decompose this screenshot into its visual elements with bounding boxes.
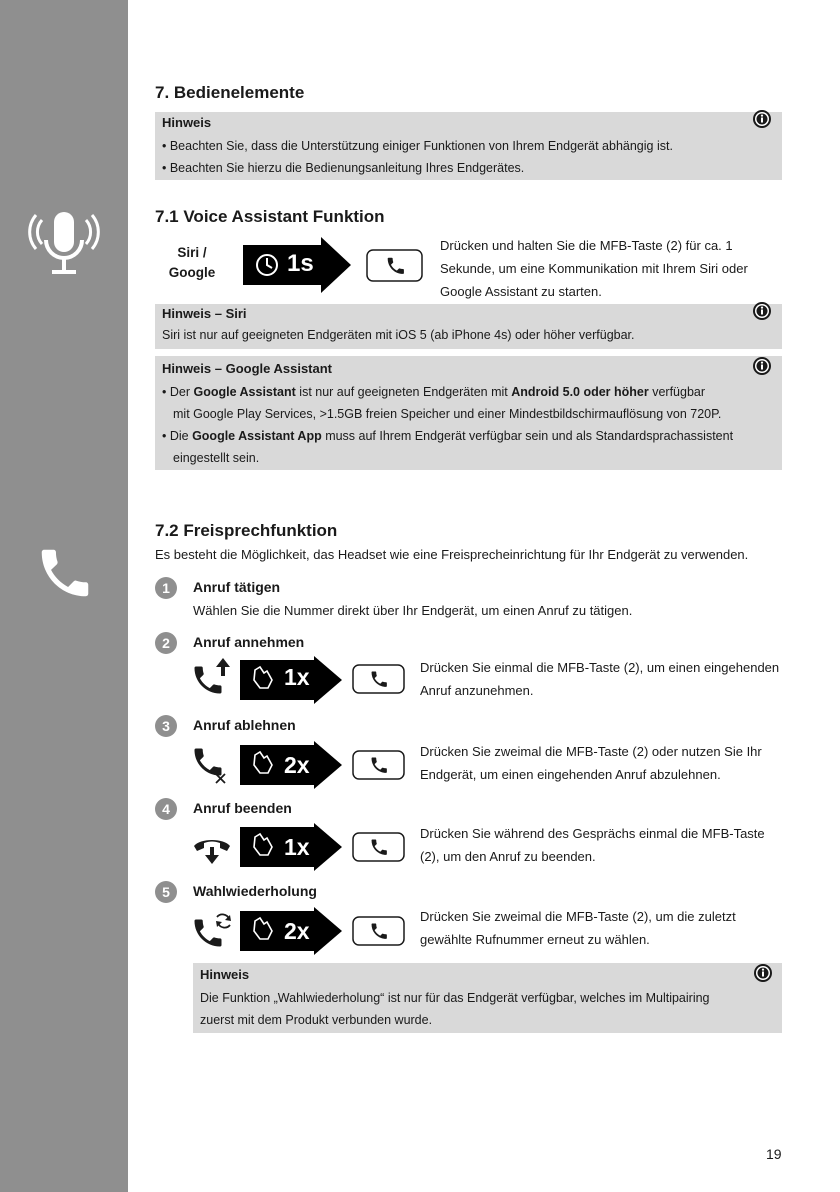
step-title-3: Anruf ablehnen (193, 717, 296, 733)
note-google-line-2: mit Google Play Services, >1.5GB freien Speicher und einer Mindestbildschirmauflösung von 720P. (173, 407, 722, 421)
step-title-5: Wahlwiederholung (193, 883, 317, 899)
step-badge-4: 4 (155, 798, 177, 820)
siri-label: Siri / (177, 245, 207, 260)
sidebar (0, 0, 128, 1192)
note-siri-title: Hinweis – Siri (162, 306, 247, 321)
step-badge-5: 5 (155, 881, 177, 903)
step-badge-2: 2 (155, 632, 177, 654)
mfb-button-icon (352, 750, 405, 780)
step-title-2: Anruf annehmen (193, 634, 305, 650)
phone-icon (34, 542, 96, 604)
note-line-1: • Beachten Sie, dass die Unterstützung einiger Funktionen von Ihrem Endgerät abhängig ist. (162, 139, 673, 153)
note-title: Hinweis (162, 115, 212, 130)
page-number: 19 (766, 1146, 782, 1162)
press-count-step-2: 1x (284, 664, 310, 690)
press-duration: 1s (287, 250, 314, 277)
note-siri-text: Siri ist nur auf geeigneten Endgeräten mit iOS 5 (ab iPhone 4s) oder höher verfügbar. (162, 328, 635, 342)
note-redial-line-1: Die Funktion „Wahlwiederholung“ ist nur für das Endgerät verfügbar, welches im Multipairing (200, 991, 710, 1005)
press-count-step-5: 2x (284, 918, 310, 944)
step-title-4: Anruf beenden (193, 800, 292, 816)
note-box-general (155, 112, 782, 180)
note-line-2: • Beachten Sie hierzu die Bedienungsanleitung Ihres Endgerätes. (162, 161, 525, 175)
mfb-button-icon (352, 664, 405, 694)
step-text-3: Drücken Sie zweimal die MFB-Taste (2) oder nutzen Sie Ihr Endgerät, um einen eingehenden Anruf abzulehnen. (420, 744, 762, 782)
accept-call-icon (190, 656, 234, 700)
note-box-siri (155, 304, 782, 349)
note-box-google (155, 356, 782, 470)
step-text-1: Wählen Sie die Nummer direkt über Ihr Endgerät, um einen Anruf zu tätigen. (193, 603, 633, 618)
info-icon (752, 356, 772, 376)
section-7-title: 7. Bedienelemente (155, 83, 305, 102)
step-badge-1: 1 (155, 577, 177, 599)
note-google-title: Hinweis – Google Assistant (162, 361, 333, 376)
google-label: Google (168, 265, 216, 280)
end-call-icon (190, 830, 234, 866)
note-redial-title: Hinweis (200, 967, 250, 982)
info-icon (752, 301, 772, 321)
step-badge-3: 3 (155, 715, 177, 737)
voice-assistant-description: Drücken und halten Sie die MFB-Taste (2) für ca. 1 Sekunde, um eine Kommunikation mit Ihrem Siri oder Google Assistant zu starten. (440, 238, 748, 299)
info-icon (753, 963, 773, 983)
section-7-1-title: 7.1 Voice Assistant Funktion (155, 207, 385, 226)
reject-call-icon (190, 742, 234, 788)
note-google-line-1: • Der Google Assistant ist nur auf geeigneten Endgeräten mit Android 5.0 oder höher verfügbar (162, 385, 706, 399)
siri-google-label (162, 243, 222, 283)
redial-icon (190, 909, 234, 953)
note-google-line-3: • Die Google Assistant App muss auf Ihrem Endgerät verfügbar sein und als Standardsprachassistent (162, 429, 734, 443)
press-count-step-3: 2x (284, 752, 310, 778)
step-text-2: Drücken Sie einmal die MFB-Taste (2), um einen eingehenden Anruf anzunehmen. (420, 660, 780, 698)
section-7-2-title: 7.2 Freisprechfunktion (155, 521, 338, 540)
section-7-2-intro: Es besteht die Möglichkeit, das Headset wie eine Freisprecheinrichtung für Ihr Endgerät zu verwenden. (155, 547, 749, 562)
mfb-button-icon (352, 916, 405, 946)
note-box-redial (193, 963, 782, 1033)
mfb-button-icon (366, 249, 423, 282)
step-text-4: Drücken Sie während des Gesprächs einmal die MFB-Taste (2), um den Anruf zu beenden. (420, 826, 765, 864)
note-redial-line-2: zuerst mit dem Produkt verbunden wurde. (200, 1013, 433, 1027)
mfb-button-icon (352, 832, 405, 862)
voice-assistant-icon (28, 210, 100, 278)
press-count-step-4: 1x (284, 834, 310, 860)
note-google-line-4: eingestellt sein. (173, 451, 260, 465)
step-title-1: Anruf tätigen (193, 579, 281, 595)
info-icon (752, 109, 772, 129)
step-text-5: Drücken Sie zweimal die MFB-Taste (2), um die zuletzt gewählte Rufnummer erneut zu wählen. (420, 909, 736, 947)
